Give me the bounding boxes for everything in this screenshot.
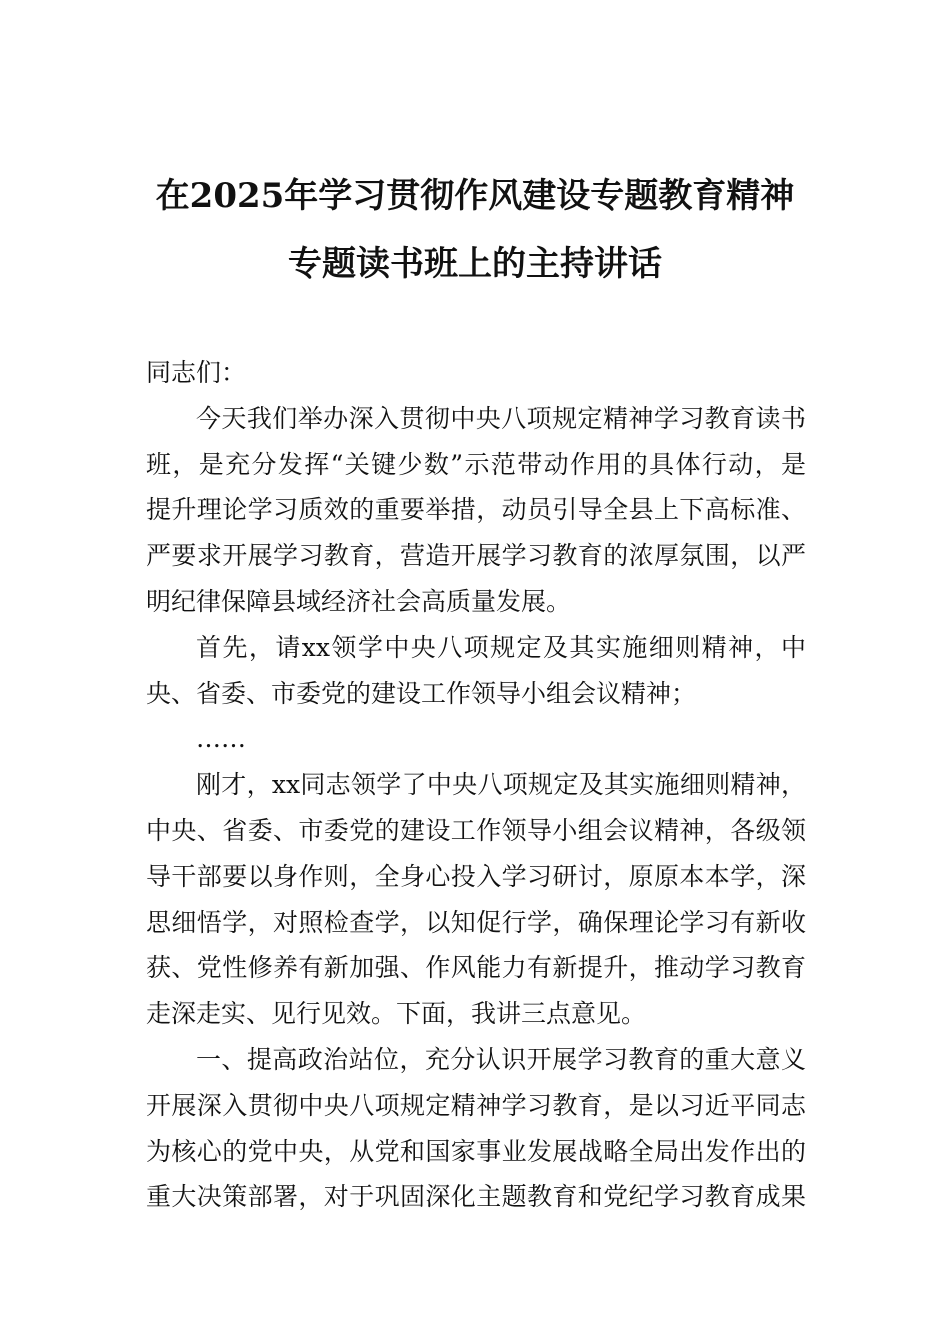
paragraph-line: 班，是充分发挥“关键少数”示范带动作用的具体行动，是 xyxy=(146,449,806,479)
paragraph-line: 央、省委、市委党的建设工作领导小组会议精神； xyxy=(146,678,697,708)
paragraph-line: 走深走实、见行见效。下面，我讲三点意见。 xyxy=(146,999,647,1029)
paragraph-line: 获、党性修养有新加强、作风能力有新提升，推动学习教育 xyxy=(146,953,806,983)
paragraph-line: 首先，请xx领学中央八项规定及其实施细则精神，中 xyxy=(196,632,806,662)
paragraph-line: 重大决策部署，对于巩固深化主题教育和党纪学习教育成果 xyxy=(146,1182,806,1212)
ellipsis-line: …… xyxy=(196,724,246,754)
paragraph-line: 导干部要以身作则，全身心投入学习研讨，原原本本学，深 xyxy=(146,861,806,891)
paragraph-line: 提升理论学习质效的重要举措，动员引导全县上下高标准、 xyxy=(146,495,806,525)
document-title-line-2: 专题读书班上的主持讲话 xyxy=(288,244,662,284)
paragraph-line: 为核心的党中央，从党和国家事业发展战略全局出发作出的 xyxy=(146,1136,806,1166)
paragraph-line: 严要求开展学习教育，营造开展学习教育的浓厚氛围，以严 xyxy=(146,541,806,571)
document-body xyxy=(146,350,806,1220)
paragraph-line: 中央、省委、市委党的建设工作领导小组会议精神，各级领 xyxy=(146,815,806,845)
section-heading: 一、提高政治站位，充分认识开展学习教育的重大意义 xyxy=(196,1044,806,1074)
paragraph-line: 今天我们举办深入贯彻中央八项规定精神学习教育读书 xyxy=(196,403,806,433)
salutation: 同志们： xyxy=(146,358,247,387)
paragraph-line: 明纪律保障县域经济社会高质量发展。 xyxy=(146,586,572,616)
paragraph-line: 刚才，xx同志领学了中央八项规定及其实施细则精神， xyxy=(196,770,806,800)
document-title-line-1: 在2025年学习贯彻作风建设专题教育精神 xyxy=(155,176,795,216)
paragraph-line: 开展深入贯彻中央八项规定精神学习教育，是以习近平同志 xyxy=(146,1090,806,1120)
paragraph-line: 思细悟学，对照检查学，以知促行学，确保理论学习有新收 xyxy=(146,907,806,937)
